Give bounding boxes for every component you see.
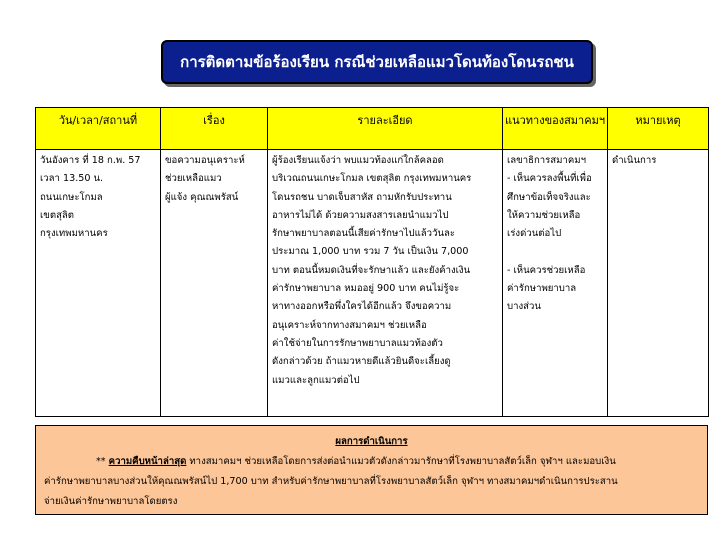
page-title: การติดตามข้อร้องเรียน กรณีช่วยเหลือแมวโดนท้องโดนรถชน [180, 53, 574, 71]
table-header-row [36, 108, 709, 150]
city-line: กรุงเทพมหานคร [40, 228, 108, 240]
road-line: ถนนเกษะโกมล [40, 191, 103, 203]
approach-line: ค่ารักษาพยาบาล [507, 283, 577, 295]
result-prefix: ** [96, 456, 109, 467]
date-line: วันอังคาร ที่ 18 ก.พ. 57 [40, 155, 141, 166]
approach-line: เลขาธิการสมาคมฯ [507, 155, 587, 166]
subject-line: ผู้แจ้ง คุณณพรัสน์ [165, 191, 239, 203]
remark-text: ดำเนินการ [612, 155, 657, 166]
subject-cell [161, 150, 268, 417]
title-banner [161, 40, 593, 84]
approach-line: ให้ความช่วยเหลือ [507, 209, 581, 221]
result-box [35, 425, 708, 515]
result-line-3: จ่ายเงินค่ารักษาพยาบาลโดยตรง [44, 496, 178, 507]
district-line: เขตสุลิต [40, 209, 75, 221]
detail-line: แมวและลูกแมวต่อไป [272, 374, 360, 386]
detail-line: อนุเคราะห์จากทางสมาคมฯ ช่วยเหลือ [272, 319, 427, 331]
table-row [36, 150, 709, 417]
approach-line: ศึกษาข้อเท็จจริงและ [507, 191, 591, 203]
detail-line: ประมาณ 1,000 บาท รวม 7 วัน เป็นเงิน 7,000 [272, 246, 469, 258]
detail-line: ดังกล่าวด้วย ถ้าแมวหายดีแล้วยินดีจะเลี้ยงดู [272, 356, 451, 368]
remark-cell [608, 150, 709, 417]
approach-line: เร่งด่วนต่อไป [507, 228, 562, 240]
header-date: วัน/เวลา/สถานที่ [36, 108, 161, 150]
progress-label: ความคืบหน้าล่าสุด [108, 456, 187, 467]
header-remark: หมายเหตุ [608, 108, 709, 150]
detail-line: ค่ารักษาพยาบาล หมออยู่ 900 บาท คนไม่รู้จะ [272, 283, 460, 295]
date-cell [36, 150, 161, 417]
detail-line: ค่าใช้จ่ายในการรักษาพยาบาลแมวท้องตัว [272, 337, 443, 349]
approach-cell [503, 150, 608, 417]
detail-line: อาหารไม่ได้ ด้วยความสงสารเลยนำแมวไป [272, 209, 449, 221]
result-text-1: ทางสมาคมฯ ช่วยเหลือโดยการส่งต่อนำแมวตัวดังกล่าวมารักษาที่โรงพยาบาลสัตว์เล็ก จุฬาฯ และมอบเงิน [186, 456, 616, 467]
detail-line: ผู้ร้องเรียนแจ้งว่า พบแมวท้องแก่ใกล้คลอด [272, 155, 444, 166]
detail-cell [268, 150, 503, 417]
result-title: ผลการดำเนินการ [335, 436, 408, 447]
detail-line: รักษาพยาบาลตอนนี้เสียค่ารักษาไปแล้ววันละ [272, 228, 456, 240]
header-subject: เรื่อง [161, 108, 268, 150]
detail-line: โดนรถชน บาดเจ็บสาหัส ถามหักรับประทาน [272, 191, 452, 203]
time-line: เวลา 13.50 น. [40, 173, 104, 185]
result-line-2: ค่ารักษาพยาบาลบางส่วนให้คุณณพรัสน์ไป 1,700 บาท สำหรับค่ารักษาพยาบาลที่โรงพยาบาลสัตว์เล็ก จุฬาฯ ทางสมาคมฯดำเนินการประสาน [44, 476, 618, 487]
subject-line: ขอความอนุเคราะห์ [165, 155, 245, 166]
complaint-table [35, 107, 709, 417]
subject-line: ช่วยเหลือแมว [165, 173, 222, 185]
approach-line: บางส่วน [507, 301, 541, 313]
header-approach: แนวทางของสมาคมฯ [503, 108, 608, 150]
header-detail: รายละเอียด [268, 108, 503, 150]
approach-line: - เห็นควรช่วยเหลือ [507, 264, 586, 276]
approach-spacer [507, 243, 603, 261]
detail-line: บาท ตอนนี้หมดเงินที่จะรักษาแล้ว และยังค้างเงิน [272, 264, 471, 276]
approach-line: - เห็นควรลงพื้นที่เพื่อ [507, 173, 592, 185]
detail-line: บริเวณถนนเกษะโกมล เขตสุลิต กรุงเทพมหานคร [272, 173, 472, 185]
detail-line: หาทางออกหรือพึ่งใครได้อีกแล้ว จึงขอความ [272, 301, 452, 313]
result-body [44, 452, 699, 472]
